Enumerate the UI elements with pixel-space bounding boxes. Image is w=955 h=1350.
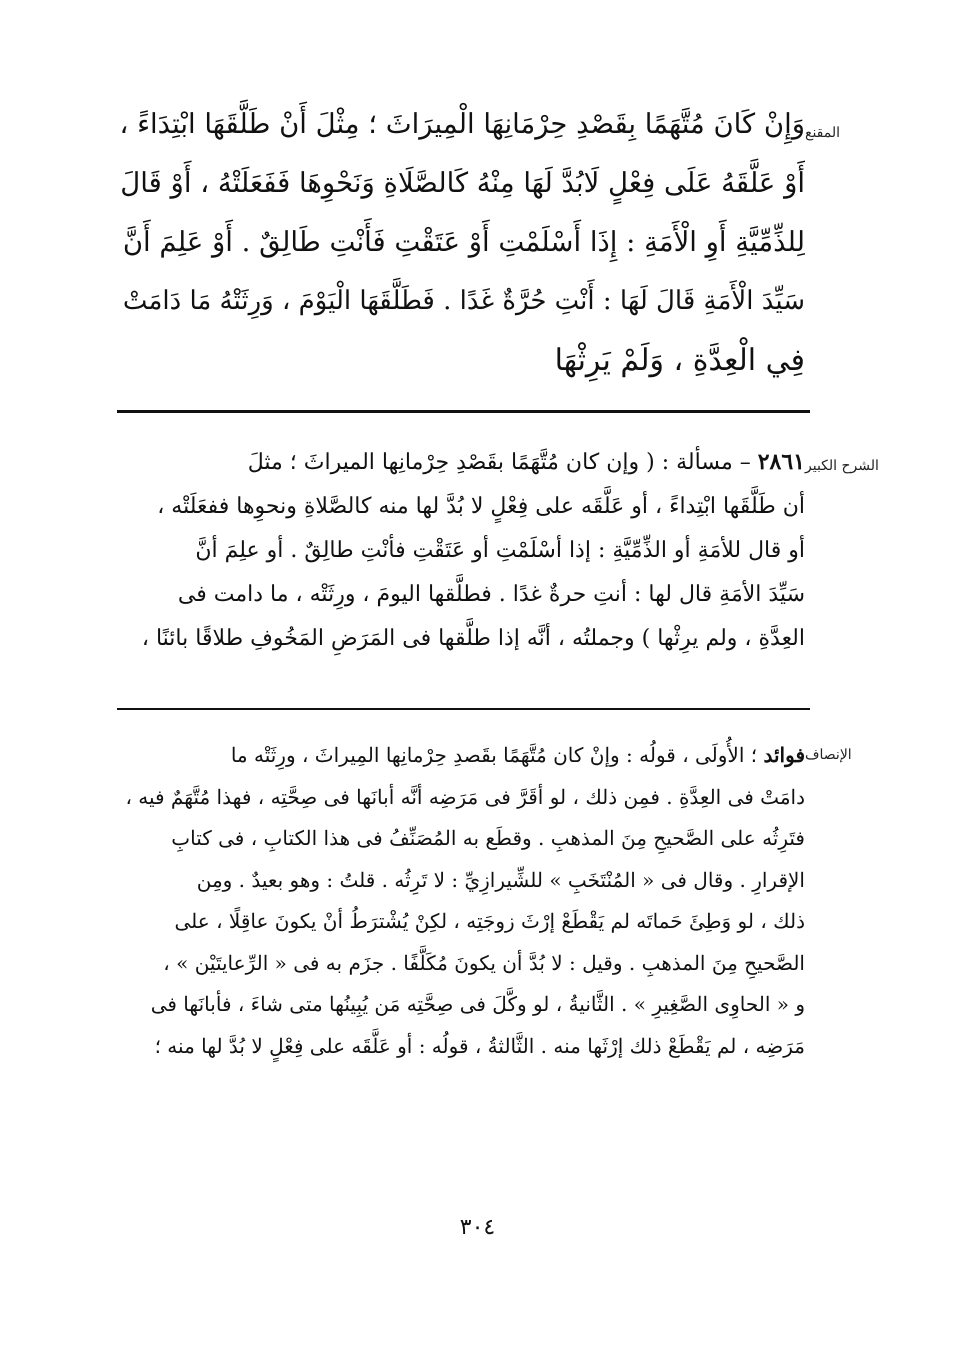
- insaf-text: [115, 735, 805, 1067]
- insaf-label: الإنصاف: [805, 747, 852, 763]
- muqni-line: لِلذِّمِّيَّةِ أَوِ الْأَمَةِ : إِذَا أَسْلَمْتِ أَوْ عَتَقْتِ فَأَنْتِ طَالِقٌ . أَوْ عَلِمَ أَنَّ: [122, 226, 805, 258]
- insaf-section: [100, 735, 915, 1135]
- insaf-line: [115, 735, 805, 777]
- muqni-label: المقنع: [805, 125, 841, 141]
- muqni-section: [100, 95, 915, 395]
- section-divider: [117, 410, 810, 413]
- insaf-line-text: ؛ الأُولَى ، قولُه : وإنْ كان مُتَّهَمًا بقَصدِ حِرْمانِها المِيراثَ ، ورِثَتْه ما: [230, 743, 758, 767]
- page-number: ٣٠٤: [459, 1215, 496, 1240]
- sharh-line-text: – مسألة : ( وإن كان مُتَّهَمًا بقَصْدِ حِرْمانِها الميراثَ ؛ مثلَ: [247, 450, 751, 475]
- muqni-text: [115, 95, 805, 390]
- muqni-line: سَيِّدَ الْأَمَةِ قَالَ لَهَا : أَنْتِ حُرَّةٌ غَدًا . فَطَلَّقَهَا الْيَوْمَ ، وَرِثَتْهُ مَا دَامَتْ: [122, 286, 805, 316]
- sharh-label: الشرح الكبير: [805, 458, 879, 474]
- muqni-line: أَوْ عَلَّقَهُ عَلَى فِعْلٍ لَابُدَّ لَهَا مِنْهُ كَالصَّلَاةِ وَنَحْوِهَا فَفَعَلَتْهُ ، أَوْ قَالَ: [120, 167, 805, 199]
- insaf-line: و « الحاوِى الصَّغِيرِ » . الثَّانيةُ ، لو وكَّلَ فى صِحَّتِه مَن يُبِينُها متى شاءَ ، فأبانَها فى: [150, 992, 805, 1016]
- sharh-line: أو قال للأمَةِ أو الذِّمِّيَّةِ : إذا أسْلَمْتِ أو عَتَقْتِ فأنْتِ طالِقٌ . أو علِمَ أنَّ: [195, 538, 805, 563]
- sharh-line: سَيِّدَ الأمَةِ قال لها : أنتِ حرةٌ غدًا . فطلَّقها اليومَ ، ورِثَتْه ، ما دامت فى: [177, 582, 805, 607]
- sharh-line: أن طَلَّقَها ابْتِداءً ، أو عَلَّقَه على فِعْلٍ لا بُدَّ لها منه كالصَّلاةِ ونحوِها ففعَلَتْه ،: [157, 494, 805, 519]
- muqni-line: وَإِنْ كَانَ مُتَّهَمًا بِقَصْدِ حِرْمَانِهَا الْمِيرَاثَ ؛ مِثْلَ أَنْ طَلَّقَهَا ابْتِدَاءً ،: [119, 108, 805, 140]
- muqni-line: فِي الْعِدَّةِ ، وَلَمْ يَرِثْهَا: [554, 343, 805, 378]
- insaf-line: فتَرِثُه على الصَّحيحِ مِنَ المذهبِ . وقطَع به المُصَنِّفُ فى هذا الكتابِ ، فى كتابِ: [171, 826, 805, 850]
- issue-number: ٢٨٦١: [757, 449, 805, 475]
- insaf-line: مَرَضِه ، لم يَقْطَعْ ذلك إرْثَها منه . الثَّالثةُ ، قولُه : أو عَلَّقَه على فِعْلٍ لا بُدَّ لها منه ؛: [154, 1033, 805, 1058]
- sharh-line: العِدَّةِ ، ولم يرِثْها ) وجملتُه ، أنَّه إذا طلَّقها فى المَرَضِ المَخُوفِ طلاقًا بائنًا ،: [141, 626, 805, 651]
- section-divider: [117, 708, 810, 710]
- insaf-line: دامَتْ فى العِدَّةِ . فمِن ذلك ، لو أقَرَّ فى مَرَضِه أنَّه أبانَها فى صِحَّتِه ، فهذا مُتَّهَمٌ فيه ،: [125, 784, 805, 809]
- sharh-line: [115, 440, 805, 485]
- insaf-line: الصَّحيحِ مِنَ المذهبِ . وقيل : لا بُدَّ أن يكونَ مُكَلَّفًا . جزَم به فى « الرِّعايتَيْن » ،: [163, 950, 805, 975]
- insaf-line: الإقرارِ . وقال فى « المُنْتَخَبِ » للشِّيرازِيِّ : لا تَرِثُه . قلتُ : وهو بعيدٌ . ومِن: [196, 867, 805, 892]
- insaf-heading: فوائد: [763, 743, 805, 767]
- sharh-text: [115, 440, 805, 661]
- sharh-section: [100, 440, 915, 700]
- insaf-line: ذلك ، لو وَطِئَ حَماتَه لم يَقْطَعْ إرْثَ زوجَتِه ، لكِنْ يُشْترَطُ أنْ يكونَ عاقِلًا ، على: [174, 909, 805, 933]
